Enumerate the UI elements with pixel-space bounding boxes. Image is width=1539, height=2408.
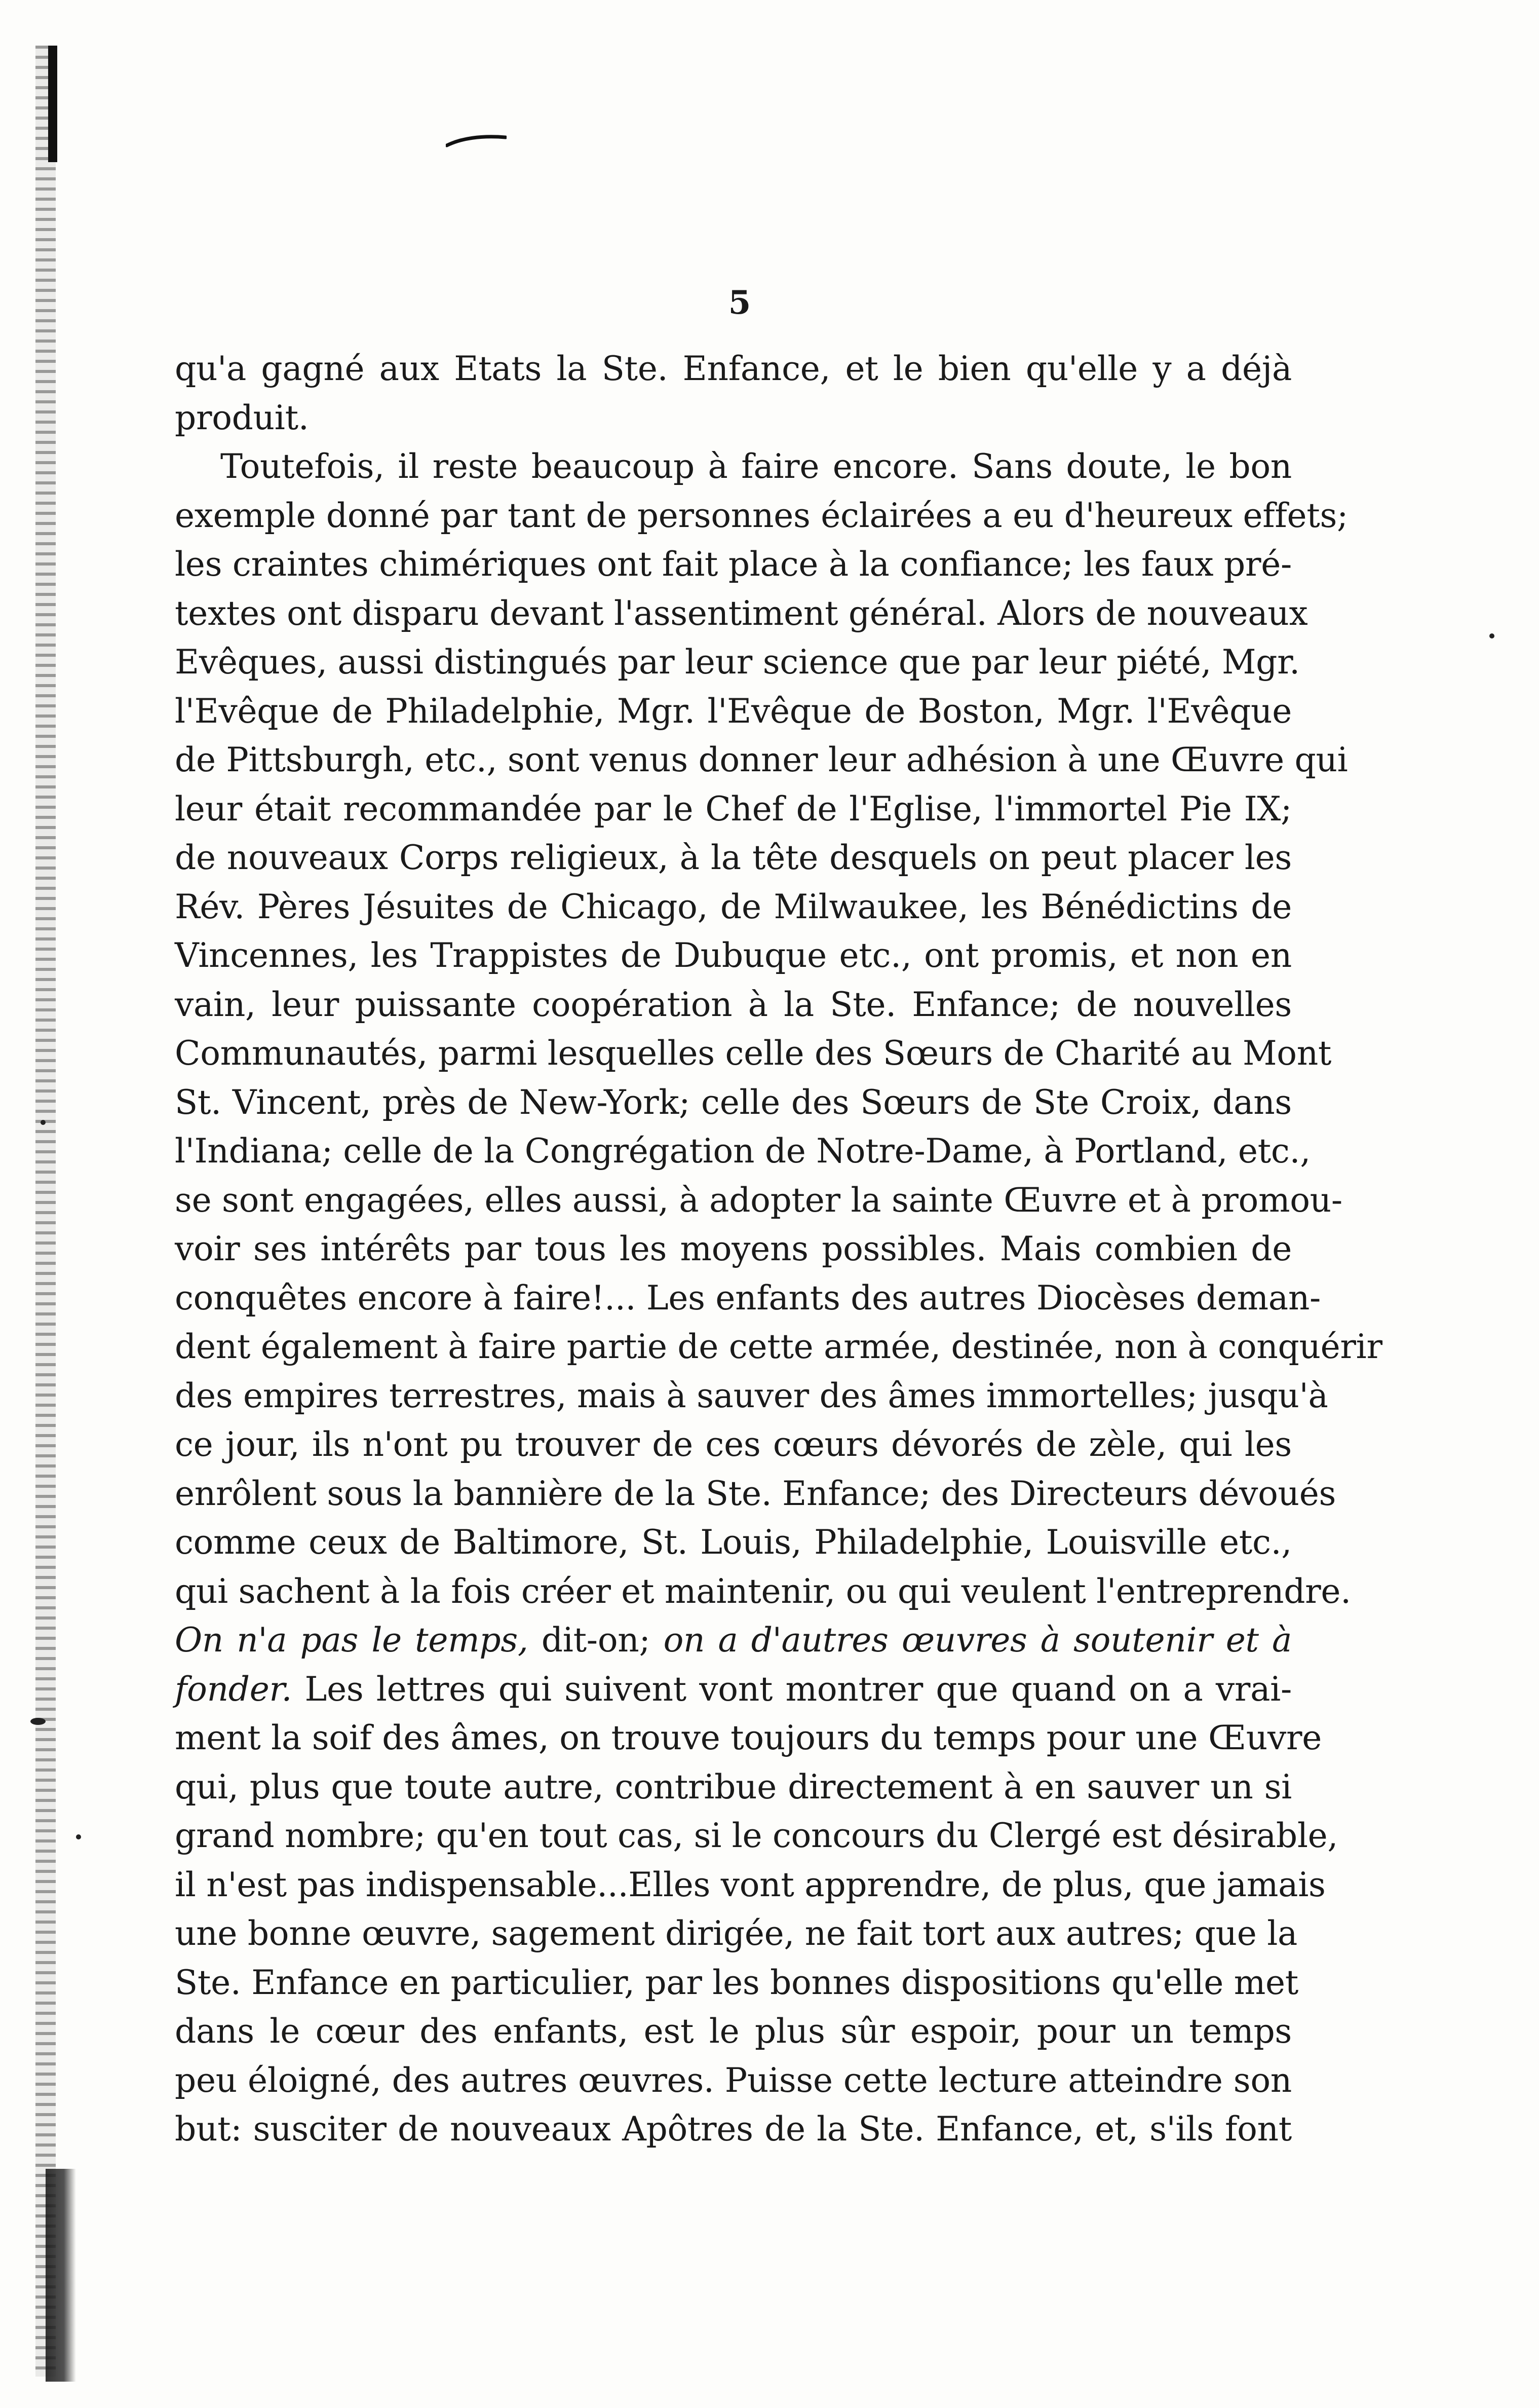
text-line: vain, leur puissante coopération à la Ste. Enfance; de nouvelles bbox=[175, 985, 1292, 1024]
text-line: l'Evêque de Philadelphie, Mgr. l'Evêque de Boston, Mgr. l'Evêque bbox=[175, 691, 1292, 731]
text-line: qui sachent à la fois créer et maintenir, ou qui veulent l'entreprendre. bbox=[175, 1571, 1351, 1611]
ink-mark bbox=[446, 134, 507, 147]
text-line: textes ont disparu devant l'assentiment général. Alors de nouveaux bbox=[175, 593, 1308, 633]
text-line: Evêques, aussi distingués par leur science que par leur piété, Mgr. bbox=[175, 643, 1300, 682]
text-line: dans le cœur des enfants, est le plus sûr espoir, pour un temps bbox=[175, 2012, 1292, 2051]
text-line: de Pittsburgh, etc., sont venus donner leur adhésion à une Œuvre qui bbox=[175, 740, 1348, 779]
text-line: ment la soif des âmes, on trouve toujours du temps pour une Œuvre bbox=[175, 1718, 1322, 1757]
text-line: comme ceux de Baltimore, St. Louis, Philadelphie, Louisville etc., bbox=[175, 1523, 1292, 1562]
binding-edge-shadow bbox=[35, 46, 56, 2377]
text-line: conquêtes encore à faire!... Les enfants des autres Diocèses deman- bbox=[175, 1278, 1321, 1318]
text-line: but: susciter de nouveaux Apôtres de la Ste. Enfance, et, s'ils font bbox=[175, 2110, 1292, 2149]
text-run: dit-on; bbox=[528, 1621, 664, 1660]
body-text bbox=[175, 345, 1382, 2154]
binding-edge-mark-bottom bbox=[46, 2169, 76, 2382]
italic-phrase: On n'a pas le temps, bbox=[175, 1621, 528, 1660]
text-line: Toutefois, il reste beaucoup à faire encore. Sans doute, le bon bbox=[220, 447, 1292, 486]
text-line: ce jour, ils n'ont pu trouver de ces cœurs dévorés de zèle, qui les bbox=[175, 1425, 1292, 1464]
text-line: se sont engagées, elles aussi, à adopter la sainte Œuvre et à promou- bbox=[175, 1180, 1342, 1220]
text-line: une bonne œuvre, sagement dirigée, ne fait tort aux autres; que la bbox=[175, 1914, 1298, 1953]
text-line bbox=[175, 1616, 1292, 1665]
text-line: de nouveaux Corps religieux, à la tête desquels on peut placer les bbox=[175, 838, 1292, 877]
ink-speck bbox=[30, 1718, 46, 1725]
text-line: exemple donné par tant de personnes éclairées a eu d'heureux effets; bbox=[175, 496, 1348, 535]
text-run: Les lettres qui suivent vont montrer que quand on a vrai- bbox=[292, 1669, 1292, 1709]
text-line: qui, plus que toute autre, contribue directement à en sauver un si bbox=[175, 1767, 1292, 1807]
text-line: enrôlent sous la bannière de la Ste. Enfance; des Directeurs dévoués bbox=[175, 1474, 1336, 1513]
ink-speck bbox=[76, 1834, 81, 1839]
italic-phrase: on a d'autres œuvres à soutenir et à bbox=[663, 1621, 1292, 1660]
text-line: peu éloigné, des autres œuvres. Puisse cette lecture atteindre son bbox=[175, 2060, 1292, 2100]
text-line: voir ses intérêts par tous les moyens possibles. Mais combien de bbox=[175, 1229, 1292, 1268]
text-line: Communautés, parmi lesquelles celle des Sœurs de Charité au Mont bbox=[175, 1034, 1332, 1073]
text-line: dent également à faire partie de cette armée, destinée, non à conquérir bbox=[175, 1327, 1382, 1366]
text-line: Rév. Pères Jésuites de Chicago, de Milwaukee, les Bénédictins de bbox=[175, 887, 1292, 926]
binding-edge-mark-top bbox=[48, 46, 57, 162]
text-line: grand nombre; qu'en tout cas, si le concours du Clergé est désirable, bbox=[175, 1816, 1338, 1855]
page-number: 5 bbox=[728, 284, 751, 322]
text-line: St. Vincent, près de New-York; celle des Sœurs de Ste Croix, dans bbox=[175, 1082, 1292, 1122]
text-line bbox=[175, 1665, 1292, 1714]
text-line: les craintes chimériques ont fait place à la confiance; les faux pré- bbox=[175, 545, 1292, 584]
text-line: l'Indiana; celle de la Congrégation de Notre-Dame, à Portland, etc., bbox=[175, 1132, 1311, 1171]
text-line: il n'est pas indispensable...Elles vont apprendre, de plus, que jamais bbox=[175, 1865, 1326, 1904]
italic-phrase: fonder. bbox=[175, 1669, 292, 1709]
text-line: Vincennes, les Trappistes de Dubuque etc., ont promis, et non en bbox=[175, 936, 1292, 975]
text-line: qu'a gagné aux Etats la Ste. Enfance, et le bien qu'elle y a déjà bbox=[175, 349, 1292, 388]
ink-speck bbox=[1489, 633, 1494, 638]
text-line: leur était recommandée par le Chef de l'Eglise, l'immortel Pie IX; bbox=[175, 789, 1292, 829]
text-line: des empires terrestres, mais à sauver des âmes immortelles; jusqu'à bbox=[175, 1376, 1328, 1415]
text-line: produit. bbox=[175, 398, 309, 437]
text-line: Ste. Enfance en particulier, par les bonnes dispositions qu'elle met bbox=[175, 1963, 1298, 2002]
ink-speck bbox=[41, 1120, 46, 1125]
